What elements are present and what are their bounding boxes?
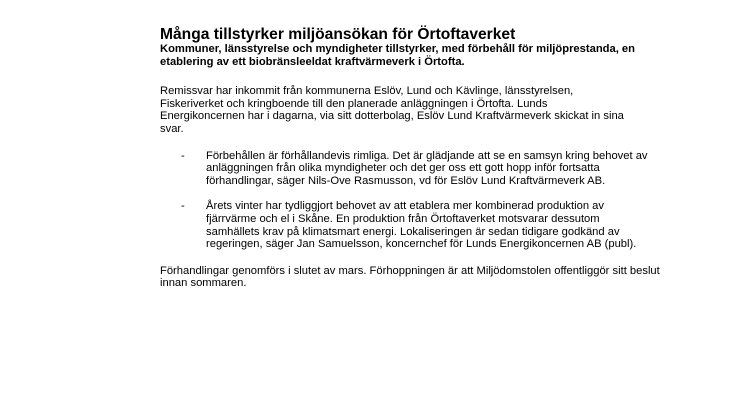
quote-item [160,150,656,188]
article-title: Många tillstyrker miljöansökan för Örtoftaverket [160,26,516,43]
closing-paragraph: Förhandlingar genomförs i slutet av mars. Förhoppningen är att Miljödomstolen offentliggör sitt beslut innan sommaren. [160,264,660,290]
quote-text: Förbehållen är förhållandevis rimliga. Det är glädjande att se en samsyn kring behovet av anläggningen från olika myndigheter och det ger oss ett gott hopp inför fortsatta förhandlingar, säger Nils-Ove Rasmusson, vd för Eslöv Lund Kraftvärmeverk AB. [206,149,648,187]
document-body [160,26,680,290]
quote-list [160,150,680,251]
bullet-dash: - [181,200,185,213]
bullet-dash: - [181,149,185,162]
quote-item [160,200,656,250]
article-subtitle: Kommuner, länsstyrelse och myndigheter tillstyrker, med förbehåll för miljöprestanda, en etablering av ett biobränsleeldat kraftvärmeverk i Örtofta. [160,43,635,68]
quote-text: Årets vinter har tydliggjort behovet av att etablera mer kombinerad produktion av fjärrvärme och el i Skåne. En produktion från Örtoftaverket motsvarar dessutom samhällets krav på klimatsmart energi. Lokaliseringen är sedan tidigare godkänd av regeringen, säger Jan Samuelsson, koncernchef för Lunds Energikoncernen AB (publ). [206,200,637,251]
intro-paragraph: Remissvar har inkommit från kommunerna Eslöv, Lund och Kävlinge, länsstyrelsen, Fiskeriverket och kringboende till den planerade anläggningen i Örtofta. Lunds Energikoncernen har i dagarna, via sitt dotterbolag, Eslöv Lund Kraftvärmeverk skickat in sina svar. [160,85,624,135]
